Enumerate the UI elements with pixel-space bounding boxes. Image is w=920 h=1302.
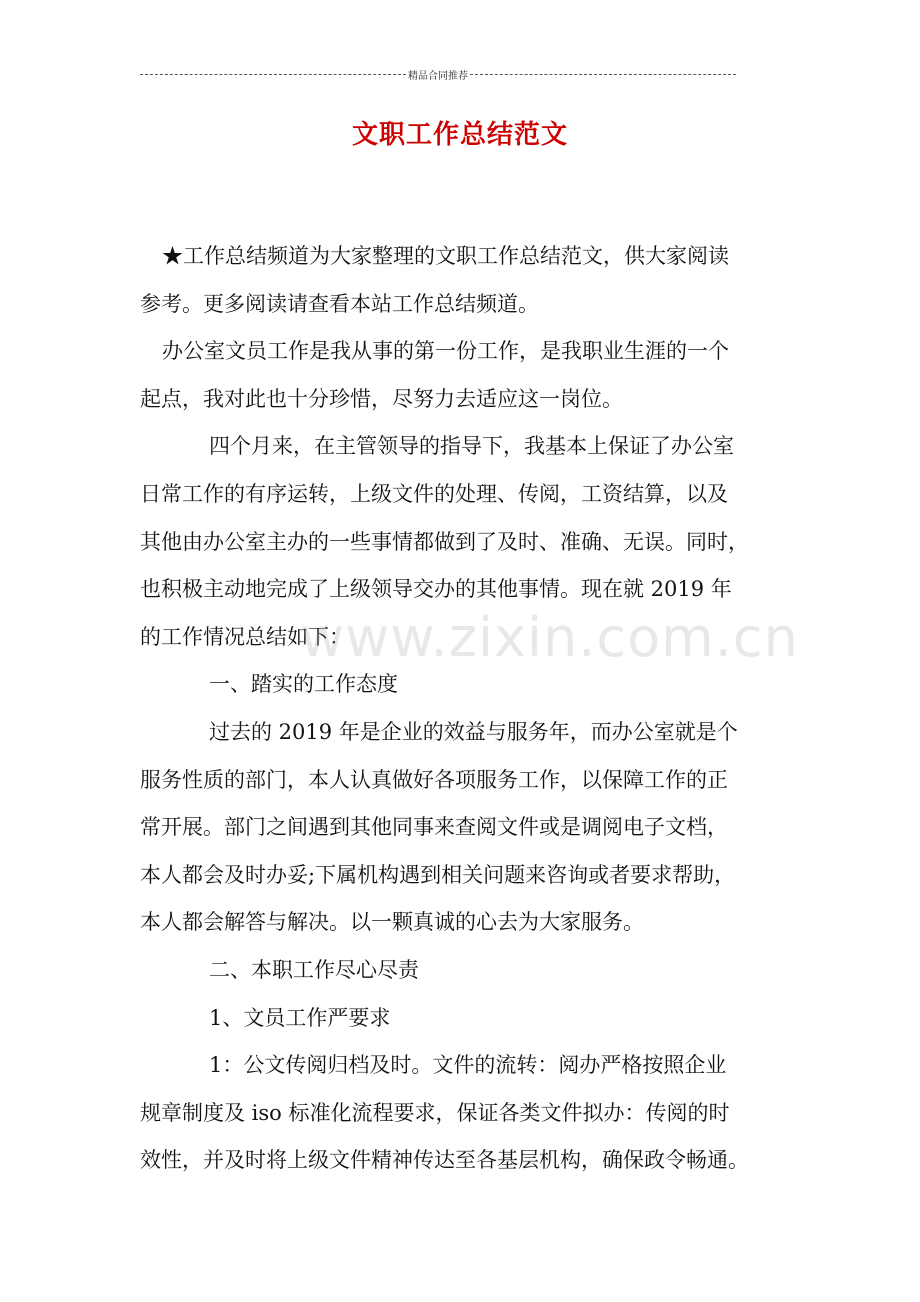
body-line: 效性，并及时将上级文件精神传达至各基层机构，确保政令畅通。 — [140, 1148, 749, 1173]
body-line: ★工作总结频道为大家整理的文职工作总结范文，供大家阅读 — [162, 244, 729, 268]
body-line: 日常工作的有序运转，上级文件的处理、传阅，工资结算，以及 — [140, 481, 728, 506]
body-line: 四个月来，在主管领导的指导下，我基本上保证了办公室 — [209, 434, 734, 459]
body-line: 的工作情况总结如下： — [140, 624, 350, 649]
body-line: 本人都会及时办妥;下属机构遇到相关问题来咨询或者要求帮助， — [140, 862, 736, 887]
body-line: 1、文员工作严要求 — [209, 1005, 391, 1030]
body-line: 规章制度及 iso 标准化流程要求，保证各类文件拟办：传阅的时 — [140, 1100, 730, 1125]
body-line: 参考。更多阅读请查看本站工作总结频道。 — [140, 291, 539, 316]
document-body — [140, 233, 780, 1185]
document-title: 文职工作总结范文 — [351, 120, 568, 150]
body-line: 过去的 2019 年是企业的效益与服务年，而办公室就是个 — [209, 719, 738, 744]
header-label: 精品合同推荐 — [408, 70, 468, 82]
watermark: www.zixin.com.cn — [300, 606, 799, 669]
body-line: 一、踏实的工作态度 — [209, 672, 398, 697]
body-line: 常开展。部门之间遇到其他同事来查阅文件或是调阅电子文档， — [140, 815, 728, 840]
body-line: 二、本职工作尽心尽责 — [209, 957, 419, 982]
header-dash-right — [470, 74, 736, 75]
page-header — [140, 66, 736, 82]
body-line: 1：公文传阅归档及时。文件的流转：阅办严格按照企业 — [209, 1053, 727, 1078]
body-line: 起点，我对此也十分珍惜，尽努力去适应这一岗位。 — [140, 386, 623, 411]
body-line: 本人都会解答与解决。以一颗真诚的心去为大家服务。 — [140, 910, 644, 935]
header-dash-left — [140, 74, 406, 75]
body-line: 服务性质的部门，本人认真做好各项服务工作，以保障工作的正 — [140, 767, 728, 792]
body-line: 办公室文员工作是我从事的第一份工作，是我职业生涯的一个 — [162, 339, 729, 364]
body-line: 也积极主动地完成了上级领导交办的其他事情。现在就 2019 年 — [140, 577, 732, 602]
body-line: 其他由办公室主办的一些事情都做到了及时、准确、无误。同时， — [140, 529, 749, 554]
